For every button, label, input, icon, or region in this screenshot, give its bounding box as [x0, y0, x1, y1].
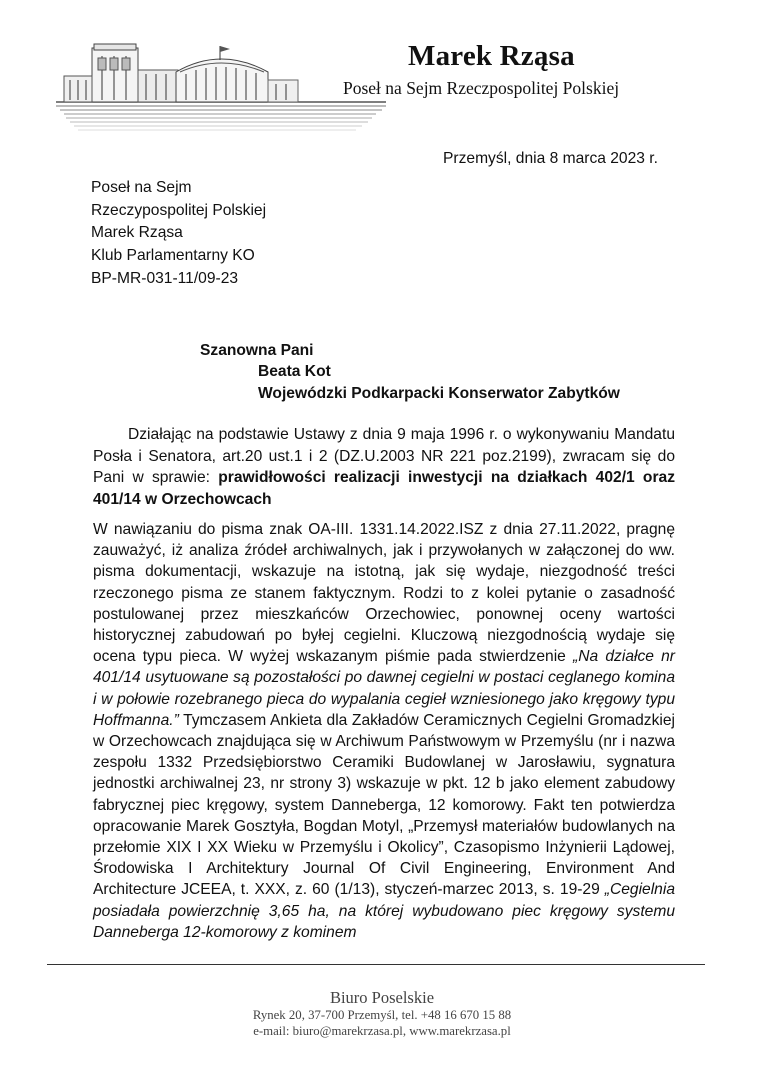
sender-line: BP-MR-031-11/09-23 [91, 269, 239, 287]
footer-divider [47, 964, 705, 965]
body-paragraph-2 [93, 519, 675, 943]
header-role: Poseł na Sejm Rzeczpospolitej Polskiej [343, 78, 620, 98]
footer-address: Rynek 20, 37-700 Przemyśl, tel. +48 16 670 15 88 [252, 1008, 512, 1022]
recipient-name: Beata Kot [258, 363, 331, 380]
paragraph-text: W nawiązaniu do pisma znak OA-III. 1331.14.2022.ISZ z dnia 27.11.2022, pragnę zauważyć, iż analiza źródeł archiwalnych, jak i przywołanych w załączonej do ww. pisma dokumentacji, wskazuje na istotną, jak się wydaje, niezgodność treści rzeczonego pisma ze stanem faktycznym. Rodzi to z kolei pytanie o zasadność postulowanej przez mieszkańców Orzechowiec, ponownej oceny wartości historycznej zabudowań po byłej cegielni. Kluczową niezgodnością wydaje się ocena typu pieca. W wyżej wskazanym piśmie pada stwierdzenie [93, 521, 675, 666]
body-paragraph-1 [93, 424, 675, 510]
sejm-building-icon [56, 40, 386, 138]
quote-text: „Cegielnia posiadała powierzchnię 3,65 ha, na której wybudowano piec kręgowy systemu Danneberga 12-komorowy z kominem [93, 881, 675, 941]
footer-contact: e-mail: biuro@marekrzasa.pl, www.marekrzasa.pl [253, 1024, 511, 1038]
quote-text: „Na działce nr 401/14 usytuowane są pozostałości po dawnej cegielni w postaci ceglanego komina i w połowie rozebranego pieca do wypalania cegieł wzniesionego jako kręgowy typu Hoffmanna.” [93, 648, 675, 729]
paragraph-text: Działając na podstawie Ustawy z dnia 9 maja 1996 r. o wykonywaniu Mandatu Posła i Senatora, art.20 ust.1 i 2 (DZ.U.2003 NR 221 poz.2199), zwracam się do Pani w sprawie: [93, 426, 675, 487]
greeting: Szanowna Pani [200, 342, 314, 359]
subject-text: prawidłowości realizacji inwestycji na działkach 402/1 oraz 401/14 w Orzechowcach [93, 469, 675, 508]
sender-line: Marek Rząsa [91, 224, 183, 242]
footer-office: Biuro Poselskie [329, 988, 435, 1007]
sender-block [91, 177, 266, 291]
header-name: Marek Rząsa [408, 40, 575, 72]
recipient-title: Wojewódzki Podkarpacki Konserwator Zabytków [258, 385, 620, 402]
sender-line: Poseł na Sejm [91, 179, 192, 196]
date-line: Przemyśl, dnia 8 marca 2023 r. [443, 150, 658, 167]
paragraph-text: Tymczasem Ankieta dla Zakładów Ceramicznych Cegielni Gromadzkiej w Orzechowcach znajdująca się w Archiwum Państwowym w Przemyślu (nr i nazwa zespołu 1332 Przedsiębiorstwo Ceramiki Budowlanej w Jarosławiu, sygnatura jednostki archiwalnej 23, nr strony 3) wskazuje w pkt. 12 b jako element zabudowy fabrycznej piec kręgowy, system Danneberga, 12 komorowy. Fakt ten potwierdza opracowanie Marek Gosztyła, Bogdan Motyl, „Przemysł materiałów budowlanych na przełomie XIX I XX Wieku w Przemyślu i Okolicy”, Czasopismo Inżynierii Lądowej, Środowiska I Architektury Journal Of Civil Engineering, Environment And Architecture JCEEA, t. XXX, z. 60 (1/13), styczeń-marzec 2013, s. 19-29 [93, 711, 675, 899]
sender-line: Rzeczypospolitej Polskiej [91, 201, 267, 219]
sender-line: Klub Parlamentarny KO [91, 247, 255, 265]
